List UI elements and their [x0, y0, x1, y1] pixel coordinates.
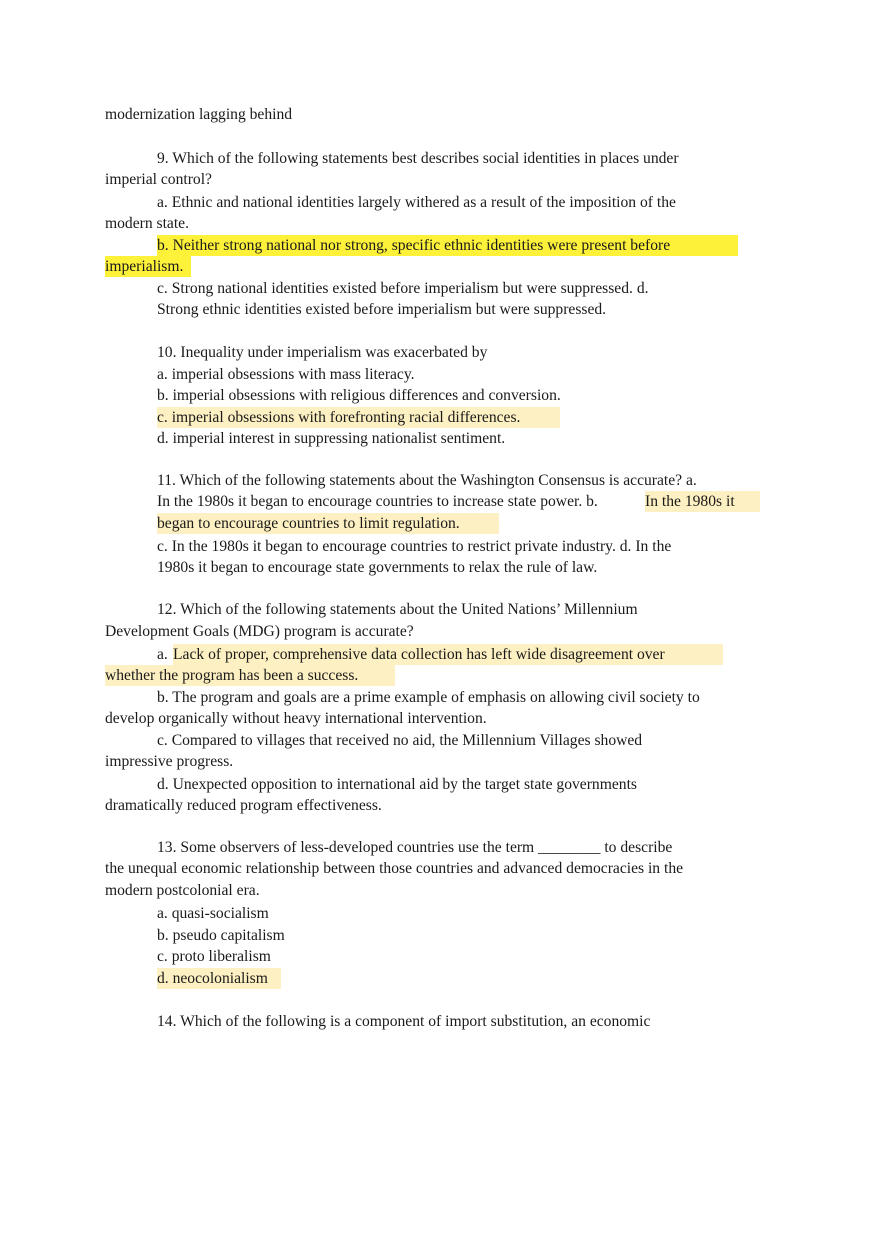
question-13-text: modern postcolonial era. [105, 882, 260, 899]
question-12-option-c: impressive progress. [105, 753, 234, 770]
question-13-option-c: c. proto liberalism [157, 948, 271, 965]
question-12-option-d: d. Unexpected opposition to international aid by the target state governments [157, 776, 637, 793]
question-10-option-d: d. imperial interest in suppressing nationalist sentiment. [157, 430, 506, 447]
question-12-option-a-highlighted: whether the program has been a success. [105, 665, 395, 686]
question-12-text: 12. Which of the following statements about the United Nations’ Millennium [157, 601, 638, 618]
question-9-text: 9. Which of the following statements best describes social identities in places under [157, 150, 679, 167]
question-12-option-a-highlighted: Lack of proper, comprehensive data collection has left wide disagreement over [173, 644, 723, 665]
question-10-option-b: b. imperial obsessions with religious differences and conversion. [157, 387, 561, 404]
question-9-option-a: a. Ethnic and national identities largely withered as a result of the imposition of the [157, 194, 676, 211]
question-10-option-a: a. imperial obsessions with mass literacy. [157, 366, 415, 383]
question-12-text: Development Goals (MDG) program is accurate? [105, 623, 414, 640]
question-9-option-d: Strong ethnic identities existed before imperialism but were suppressed. [157, 301, 607, 318]
question-12-option-c: c. Compared to villages that received no aid, the Millennium Villages showed [157, 732, 643, 749]
text-line: modernization lagging behind [105, 106, 293, 123]
question-11-option-b-highlighted: began to encourage countries to limit regulation. [157, 513, 499, 534]
question-9-option-b-highlighted: imperialism. [105, 256, 191, 277]
question-12-option-d: dramatically reduced program effectiveness. [105, 797, 382, 814]
question-12-option-b: develop organically without heavy international intervention. [105, 710, 487, 727]
question-11-option-d: 1980s it began to encourage state governments to relax the rule of law. [157, 559, 598, 576]
question-11-option-a: In the 1980s it began to encourage countries to increase state power. b. [157, 493, 598, 510]
question-9-option-b-highlighted: b. Neither strong national nor strong, specific ethnic identities were present before [157, 235, 738, 256]
question-11-option-c: c. In the 1980s it began to encourage countries to restrict private industry. d. In the [157, 538, 672, 555]
question-10-text: 10. Inequality under imperialism was exacerbated by [157, 344, 488, 361]
question-13-option-d-highlighted: d. neocolonialism [157, 968, 281, 989]
question-11-option-b-highlighted: In the 1980s it [645, 491, 760, 512]
question-13-option-a: a. quasi-socialism [157, 905, 269, 922]
question-11-text: 11. Which of the following statements about the Washington Consensus is accurate? a. [157, 472, 697, 489]
question-9-option-c: c. Strong national identities existed before imperialism but were suppressed. d. [157, 280, 649, 297]
question-12-option-b: b. The program and goals are a prime example of emphasis on allowing civil society to [157, 689, 700, 706]
question-13-option-b: b. pseudo capitalism [157, 927, 285, 944]
question-9-option-a: modern state. [105, 215, 190, 232]
question-9-text: imperial control? [105, 171, 212, 188]
question-13-text: the unequal economic relationship between those countries and advanced democracies in the [105, 860, 684, 877]
question-12-option-a-letter: a. [157, 646, 168, 663]
question-13-text: 13. Some observers of less-developed countries use the term ________ to describe [157, 839, 673, 856]
question-14-text: 14. Which of the following is a component of import substitution, an economic [157, 1013, 651, 1030]
question-10-option-c-highlighted: c. imperial obsessions with forefronting racial differences. [157, 407, 560, 428]
